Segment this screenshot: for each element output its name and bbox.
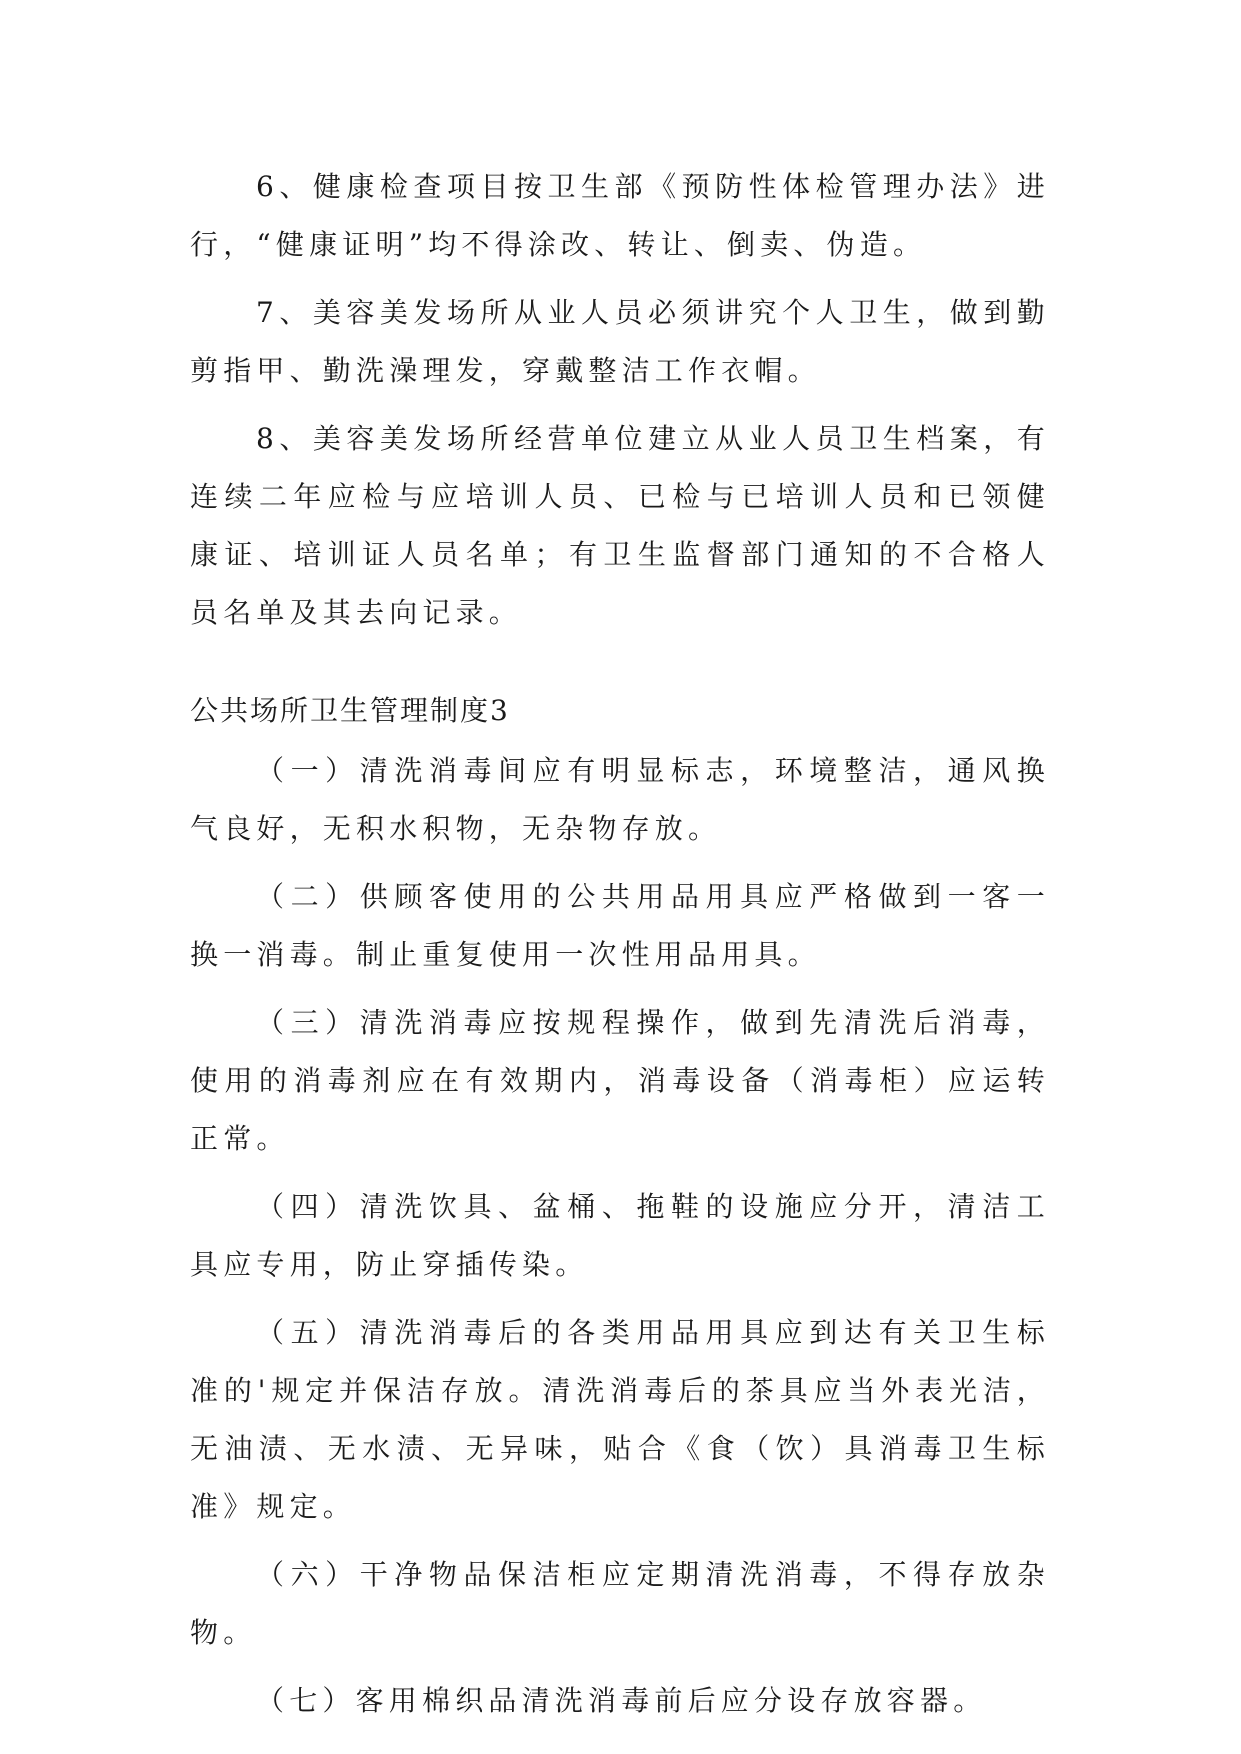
paragraph-item-2: （二）供顾客使用的公共用品用具应严格做到一客一换一消毒。制止重复使用一次性用品用具。 [190,880,1050,971]
paragraph-item-6b: （六）干净物品保洁柜应定期清洗消毒，不得存放杂物。 [190,1558,1050,1649]
paragraph-item-7b: （七）客用棉织品清洗消毒前后应分设存放容器。 [256,1684,987,1717]
paragraph-item-1: （一）清洗消毒间应有明显标志，环境整洁，通风换气良好，无积水积物，无杂物存放。 [190,754,1050,845]
rules-section-health [190,158,1050,642]
paragraph-item-6: 6、健康检查项目按卫生部《预防性体检管理办法》进行，“健康证明”均不得涂改、转让、倒卖、伪造。 [190,170,1050,261]
section-title: 公共场所卫生管理制度3 [190,694,510,727]
paragraph-item-7: 7、美容美发场所从业人员必须讲究个人卫生，做到勤剪指甲、勤洗澡理发，穿戴整洁工作衣帽。 [190,296,1050,387]
paragraph-item-5: （五）清洗消毒后的各类用品用具应到达有关卫生标准的'规定并保洁存放。清洗消毒后的茶具应当外表光洁，无油渍、无水渍、无异味，贴合《食（饮）具消毒卫生标准》规定。 [190,1316,1050,1523]
rules-section-public-places [190,682,1050,1730]
paragraph-item-4: （四）清洗饮具、盆桶、拖鞋的设施应分开，清洁工具应专用，防止穿插传染。 [190,1190,1050,1281]
paragraph-item-8: 8、美容美发场所经营单位建立从业人员卫生档案，有连续二年应检与应培训人员、已检与已培训人员和已领健康证、培训证人员名单；有卫生监督部门通知的不合格人员名单及其去向记录。 [190,422,1050,629]
paragraph-item-3: （三）清洗消毒应按规程操作，做到先清洗后消毒，使用的消毒剂应在有效期内，消毒设备（消毒柜）应运转正常。 [190,1006,1050,1155]
